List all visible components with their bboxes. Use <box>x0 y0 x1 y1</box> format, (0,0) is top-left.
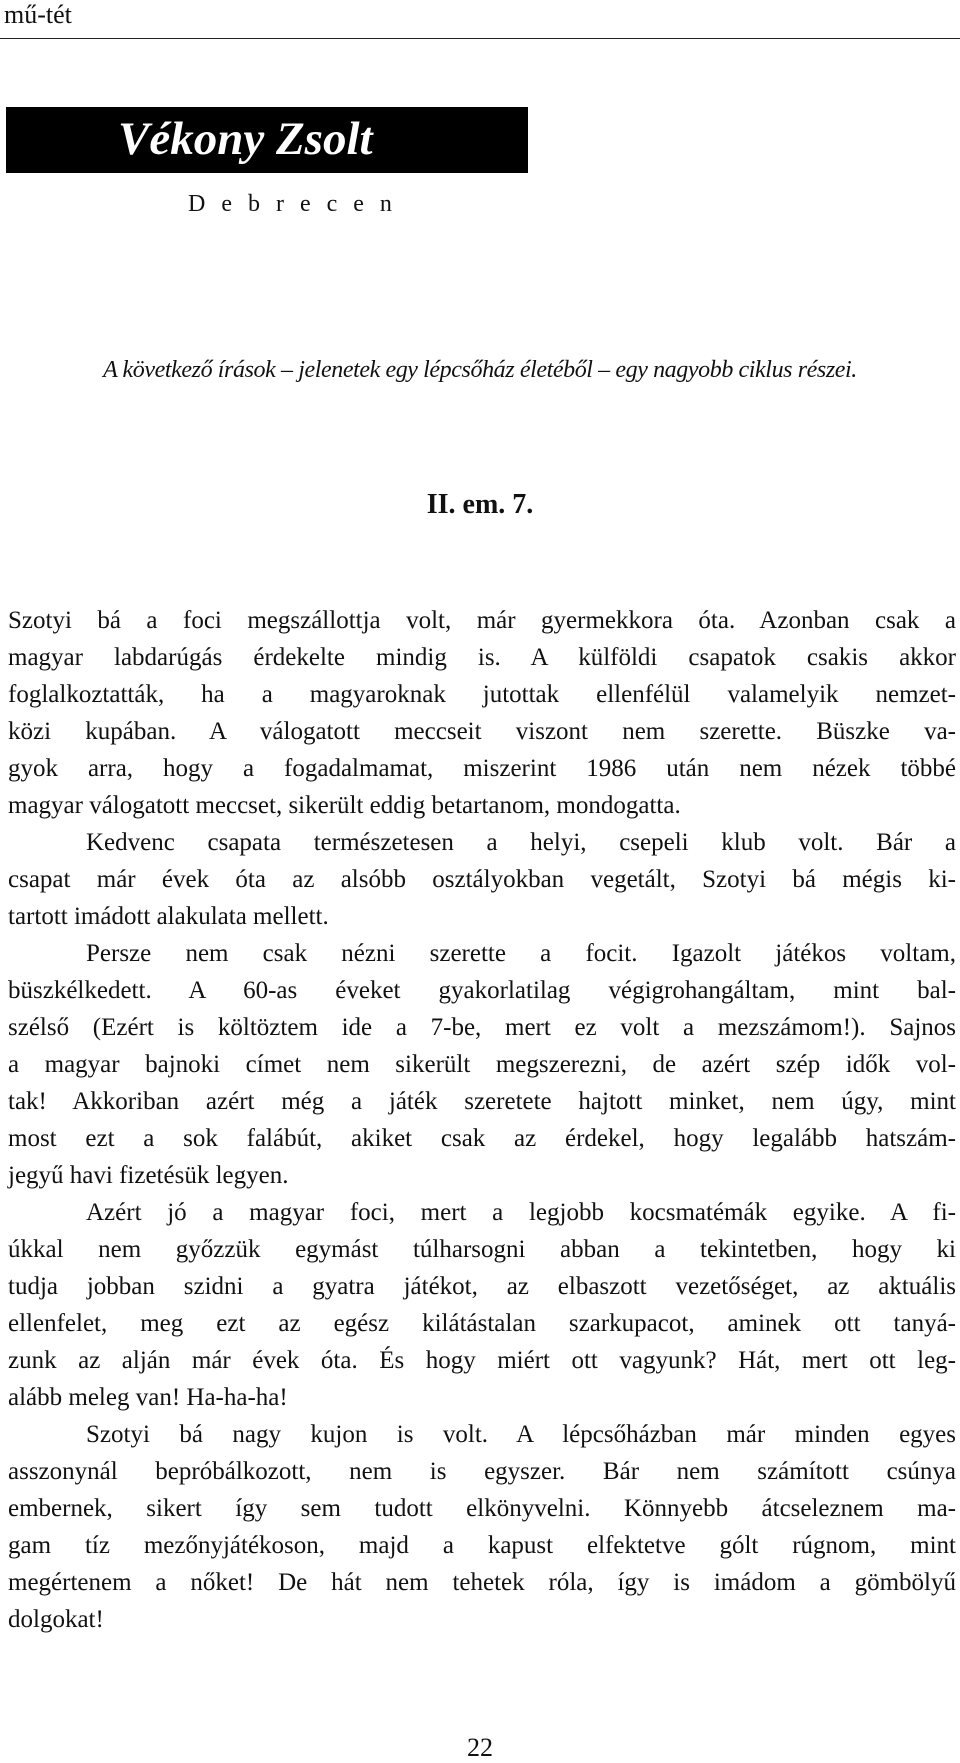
text-line: gyok arra, hogy a fogadalmamat, miszerint 1986 után nem nézek többé <box>8 755 956 782</box>
text-line: szélső (Ezért is költöztem ide a 7-be, mert ez volt a mezszámom!). Sajnos <box>8 1014 956 1041</box>
running-header: mű-tét <box>4 0 72 29</box>
text-line: magyar válogatott meccset, sikerült eddig betartanom, mondogatta. <box>8 792 681 819</box>
text-line: a magyar bajnoki címet nem sikerült megszerezni, de azért szép idők vol- <box>8 1051 956 1078</box>
text-line: csapat már évek óta az alsóbb osztályokban vegetált, Szotyi bá mégis ki- <box>8 866 956 893</box>
text-line: most ezt a sok falábút, akiket csak az érdekel, hogy legalább hatszám- <box>8 1125 956 1152</box>
page-number: 22 <box>467 1733 493 1762</box>
author-city: D e b r e c e n <box>188 191 397 217</box>
text-line: ellenfelet, meg ezt az egész kilátástalan szarkupacot, aminek ott tanyá- <box>8 1310 956 1337</box>
story-body <box>8 602 956 1638</box>
text-line: magyar labdarúgás érdekelte mindig is. A külföldi csapatok csakis akkor <box>8 644 956 671</box>
text-line: dolgokat! <box>8 1606 104 1633</box>
text-line: Azért jó a magyar foci, mert a legjobb kocsmatémák egyike. A fi- <box>86 1199 956 1226</box>
text-line: jegyű havi fizetésük legyen. <box>8 1162 289 1189</box>
text-line: alább meleg van! Ha-ha-ha! <box>8 1384 288 1411</box>
author-name: Vékony Zsolt <box>118 113 373 165</box>
text-line: zunk az alján már évek óta. És hogy miért ott vagyunk? Hát, mert ott leg- <box>8 1347 956 1374</box>
text-line: Szotyi bá nagy kujon is volt. A lépcsőházban már minden egyes <box>86 1421 956 1448</box>
text-line: foglalkoztatták, ha a magyaroknak jutottak ellenfélül valamelyik nemzet- <box>8 681 956 708</box>
text-line: büszkélkedett. A 60-as éveket gyakorlatilag végigrohangáltam, mint bal- <box>8 977 956 1004</box>
header-divider <box>0 38 960 39</box>
text-line: gam tíz mezőnyjátékoson, majd a kapust elfektetve gólt rúgnom, mint <box>8 1532 956 1559</box>
text-line: Persze nem csak nézni szerette a focit. Igazolt játékos voltam, <box>86 940 956 967</box>
text-line: Kedvenc csapata természetesen a helyi, csepeli klub volt. Bár a <box>86 829 956 856</box>
text-line: Szotyi bá a foci megszállottja volt, már gyermekkora óta. Azonban csak a <box>8 607 956 634</box>
section-title: II. em. 7. <box>426 489 534 520</box>
text-line: tak! Akkoriban azért még a játék szeretete hajtott minket, nem úgy, mint <box>8 1088 956 1115</box>
text-line: úkkal nem győzzük egymást túlharsogni abban a tekintetben, hogy ki <box>8 1236 956 1263</box>
text-line: tudja jobban szidni a gyatra játékot, az elbaszott vezetőséget, az aktuális <box>8 1273 956 1300</box>
intro-note: A következő írások – jelenetek egy lépcsőház életéből – egy nagyobb ciklus részei. <box>103 357 857 383</box>
text-line: asszonynál bepróbálkozott, nem is egyszer. Bár nem számított csúnya <box>8 1458 956 1485</box>
text-line: megértenem a nőket! De hát nem tehetek róla, így is imádom a gömbölyű <box>8 1569 956 1596</box>
text-line: tartott imádott alakulata mellett. <box>8 903 329 930</box>
text-line: embernek, sikert így sem tudott elkönyvelni. Könnyebb átcseleznem ma- <box>8 1495 956 1522</box>
text-line: közi kupában. A válogatott meccseit viszont nem szerette. Büszke va- <box>8 718 956 745</box>
